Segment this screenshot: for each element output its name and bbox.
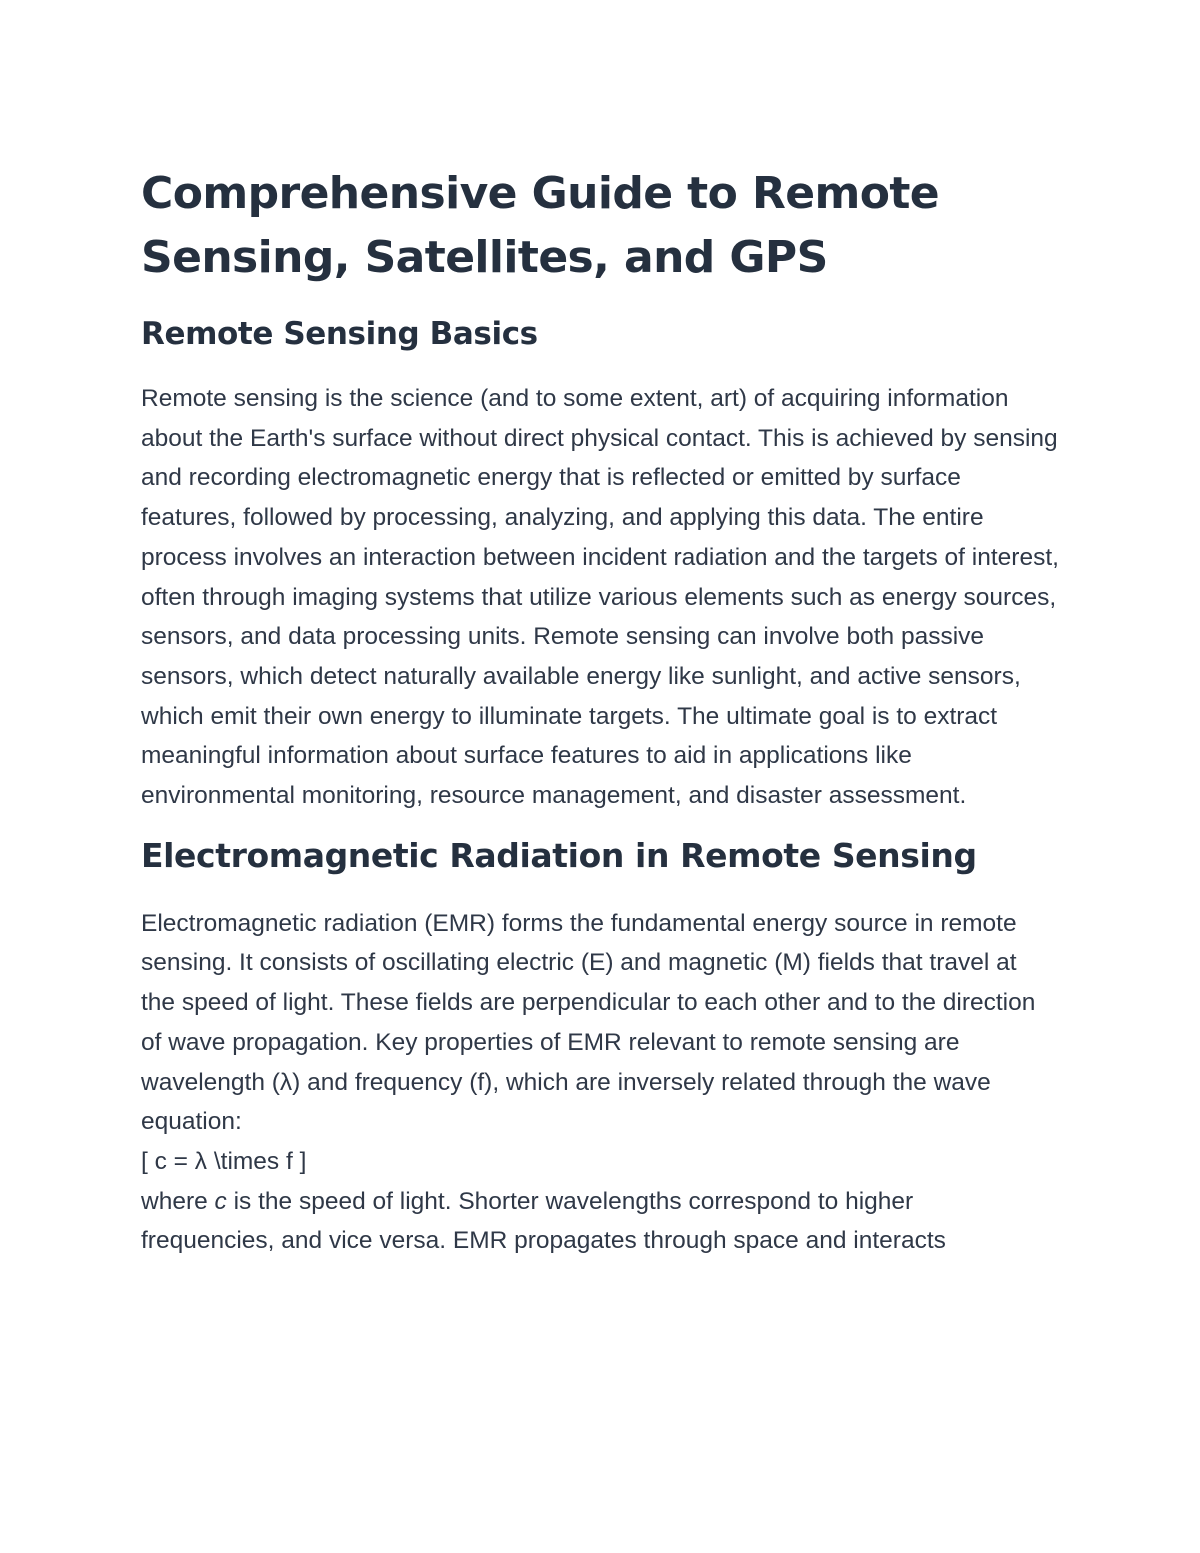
emr-continued-text: is the speed of light. Shorter wavelengths correspond to higher frequencies, and vice versa. EMR propagates through space and interacts — [141, 1187, 946, 1255]
emr-where-text: where — [141, 1187, 208, 1215]
section-body-electromagnetic-radiation — [141, 904, 1051, 1261]
document-title: Comprehensive Guide to Remote Sensing, Satellites, and GPS — [141, 168, 940, 283]
emr-intro-text: Electromagnetic radiation (EMR) forms the fundamental energy source in remote sensing. It consists of oscillating electric (E) and magnetic (M) fields that travel at the speed of light. These fields are perpendicular to each other and to the direction of wave propagation. Key properties of EMR relevant to remote sensing are wavelength (λ) and frequency (f), which are inversely related through the wave equation: — [141, 909, 1036, 1136]
speed-of-light-variable: c — [214, 1187, 227, 1215]
section-body-remote-sensing-basics: Remote sensing is the science (and to some extent, art) of acquiring information about the Earth's surface without direct physical contact. This is achieved by sensing and recording electromagnetic energy that is reflected or emitted by surface features, followed by processing, analyzing, and applying this data. The entire process involves an interaction between incident radiation and the targets of interest, often through imaging systems that utilize various elements such as energy sources, sensors, and data processing units. Remote sensing can involve both passive sensors, which detect naturally available energy like sunlight, and active sensors, which emit their own energy to illuminate targets. The ultimate goal is to extract meaningful information about surface features to aid in applications like environmental monitoring, resource management, and disaster assessment. — [141, 385, 1059, 810]
section-heading-remote-sensing-basics: Remote Sensing Basics — [141, 316, 538, 352]
wave-equation: [ c = λ \times f ] — [141, 1147, 307, 1175]
document-page — [141, 162, 1061, 1261]
section-heading-electromagnetic-radiation: Electromagnetic Radiation in Remote Sensing — [141, 835, 977, 875]
